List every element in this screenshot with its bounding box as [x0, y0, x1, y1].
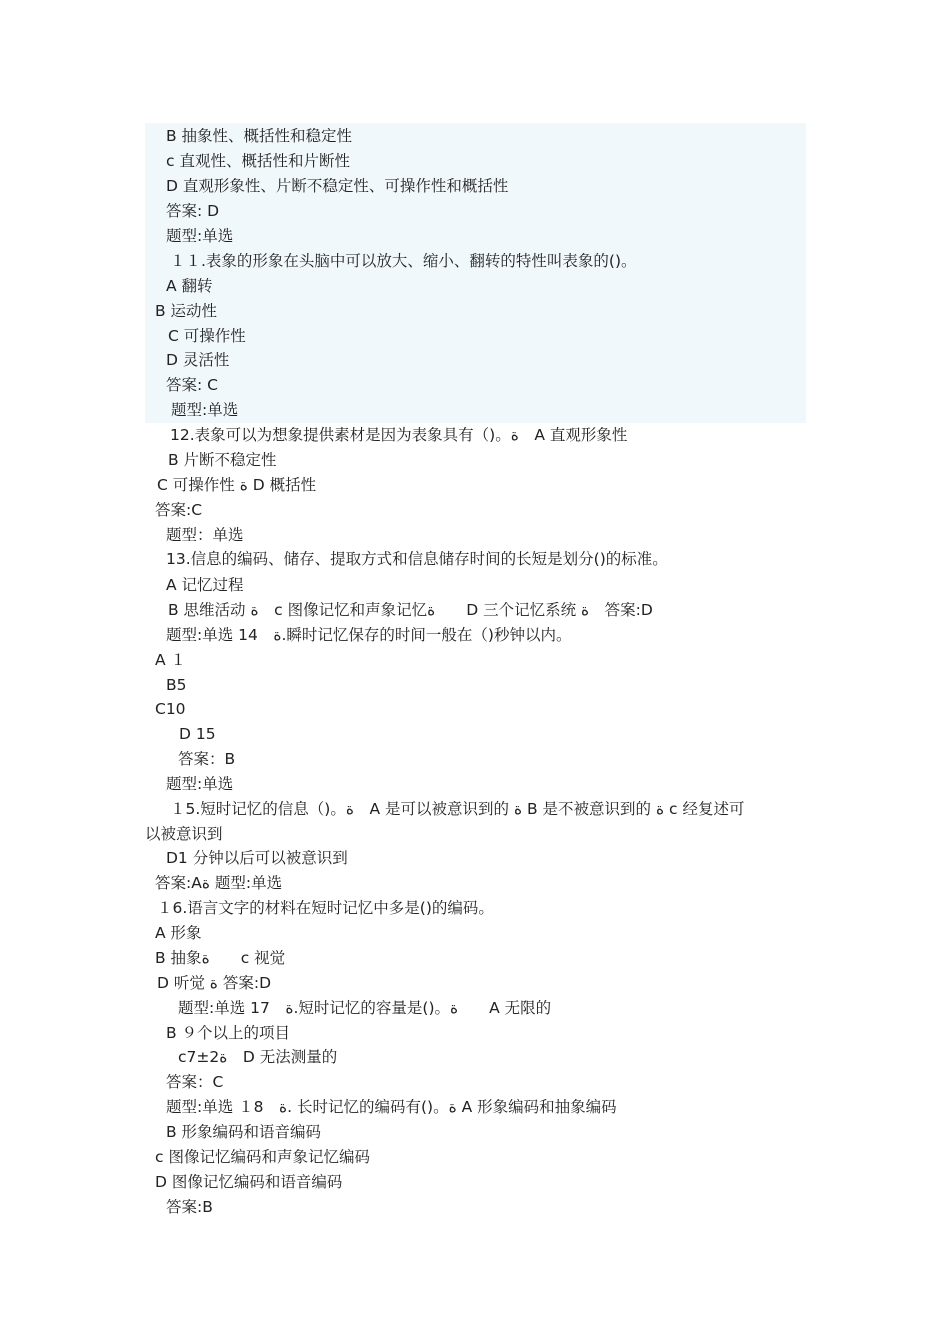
option-line: c 图像记忆编码和声象记忆编码	[155, 1148, 370, 1166]
option-line: A 翻转	[166, 277, 213, 295]
option-line: D 图像记忆编码和语音编码	[155, 1173, 343, 1191]
option-line: C 可操作性	[168, 327, 246, 345]
question-line: 13.信息的编码、储存、提取方式和信息储存时间的长短是划分()的标准。	[166, 550, 668, 568]
answer-line: 答案: D	[166, 202, 220, 220]
option-line: D 15	[179, 725, 216, 743]
answer-line: 答案: C	[166, 376, 218, 394]
question-line: １5.短时记忆的信息（)。ة A 是可以被意识到的 ة B 是不被意识到的 ة c 经复述可	[170, 800, 745, 818]
option-line: B 片断不稳定性	[168, 451, 277, 469]
question-type-line: 题型：单选	[166, 526, 244, 544]
option-line: A １	[155, 651, 187, 669]
question-type-line: 题型:单选	[166, 775, 234, 793]
question-line-continued: 以被意识到	[145, 825, 223, 843]
answer-line: 答案：C	[166, 1073, 224, 1091]
answer-line: 答案:Aة 题型:单选	[155, 874, 283, 892]
option-line: D 直观形象性、片断不稳定性、可操作性和概括性	[166, 177, 509, 195]
option-line: B 抽象性、概括性和稳定性	[166, 127, 353, 145]
option-line: A 形象	[155, 924, 202, 942]
option-line: B5	[166, 676, 187, 694]
option-line: B 运动性	[155, 302, 218, 320]
question-line: 题型:单选 14 ة.瞬时记忆保存的时间一般在（)秒钟以内。	[166, 626, 572, 644]
question-type-line: 题型:单选	[171, 401, 239, 419]
option-line: D1 分钟以后可以被意识到	[166, 849, 348, 867]
question-line: 题型:单选 17 ة.短时记忆的容量是()。ة A 无限的	[178, 999, 552, 1017]
option-line: c 直观性、概括性和片断性	[166, 152, 350, 170]
question-line: １１.表象的形象在头脑中可以放大、缩小、翻转的特性叫表象的()。	[170, 252, 637, 270]
option-line: B 思维活动 ة c 图像记忆和声象记忆ة D 三个记忆系统 ة 答案:D	[168, 601, 653, 619]
option-line: B 形象编码和语音编码	[166, 1123, 322, 1141]
question-type-line: 题型:单选	[166, 227, 234, 245]
option-line: c7±2ة D 无法测量的	[178, 1048, 338, 1066]
option-line: C 可操作性 ة D 概括性	[157, 476, 317, 494]
option-line: C10	[155, 700, 186, 718]
option-line: D 听觉 ة 答案:D	[157, 974, 272, 992]
answer-line: 答案:B	[166, 1198, 213, 1216]
answer-line: 答案:C	[155, 501, 203, 519]
answer-line: 答案：B	[178, 750, 236, 768]
question-line: 题型:单选 １8 ة. 长时记忆的编码有()。ة A 形象编码和抽象编码	[166, 1098, 617, 1116]
option-line: A 记忆过程	[166, 576, 244, 594]
option-line: B 抽象ة c 视觉	[155, 949, 286, 967]
question-line: １6.语言文字的材料在短时记忆中多是()的编码。	[157, 899, 494, 917]
option-line: D 灵活性	[166, 351, 230, 369]
question-line: 12.表象可以为想象提供素材是因为表象具有（)。ة A 直观形象性	[170, 426, 628, 444]
option-line: B ９个以上的项目	[166, 1024, 291, 1042]
